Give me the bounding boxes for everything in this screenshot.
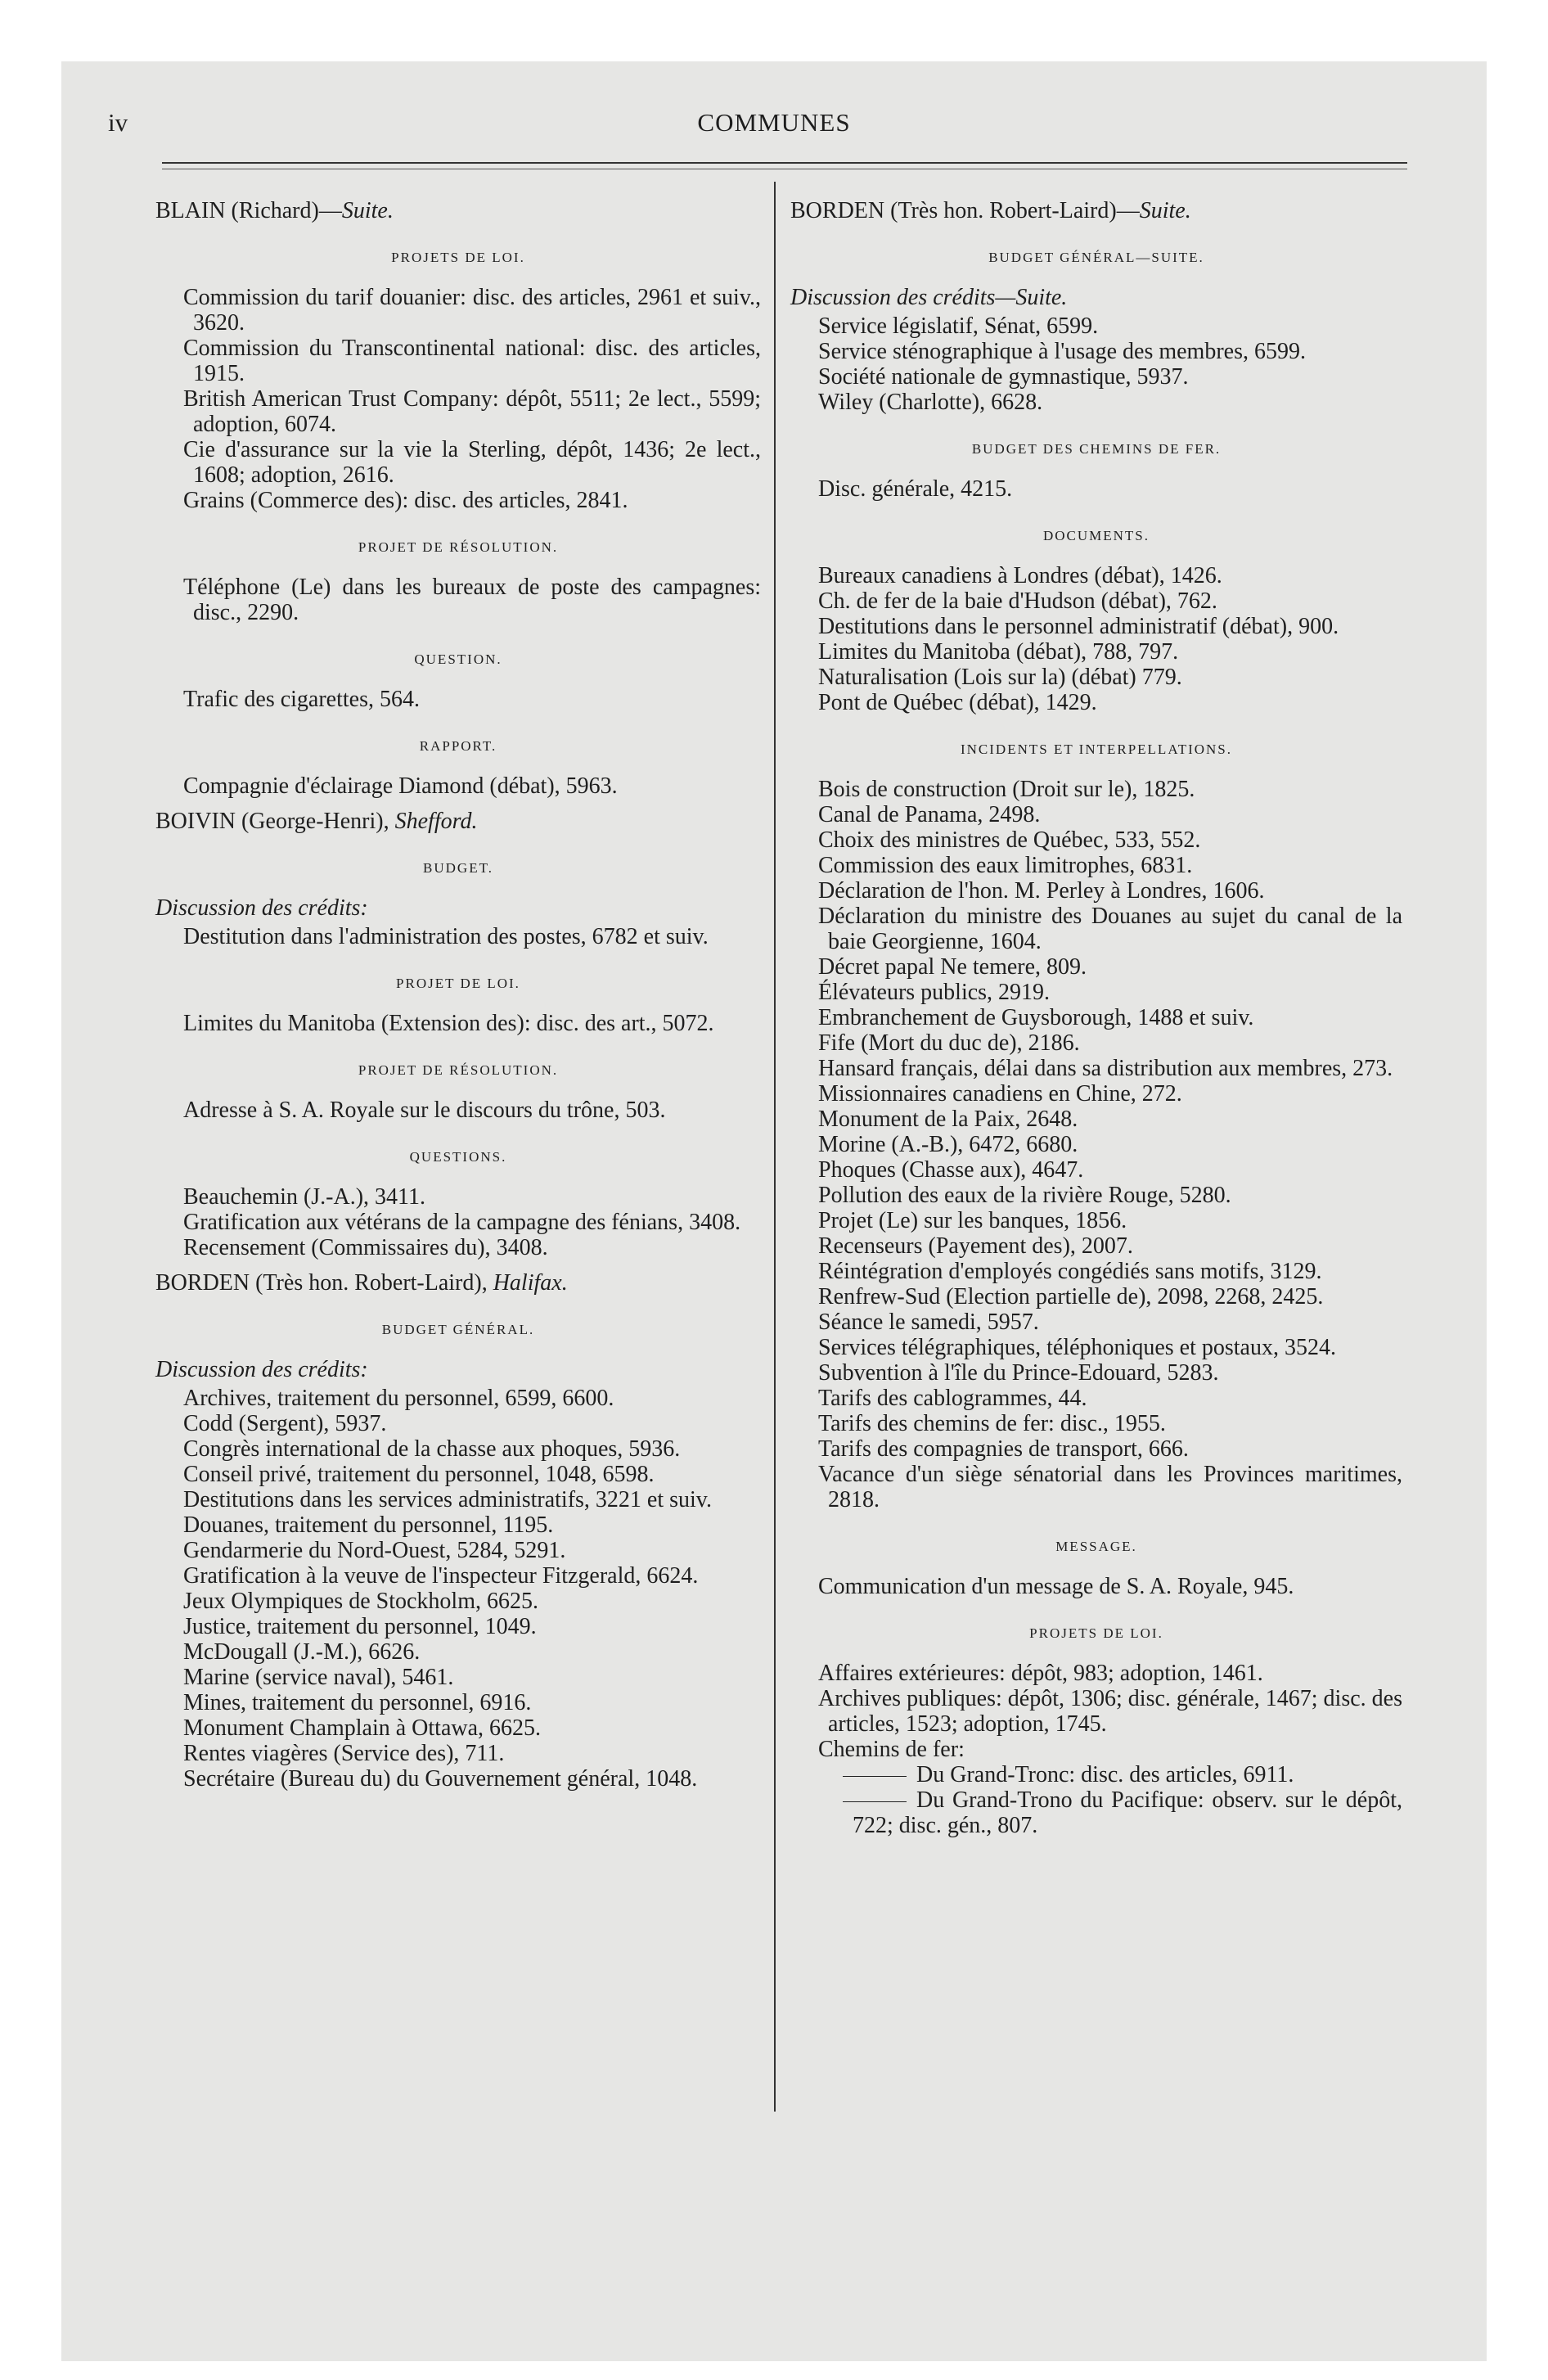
index-entry: Élévateurs publics, 2919. [818,980,1051,1005]
left-column [155,188,761,1792]
index-entry: Recensement (Commissaires du), 3408. [183,1235,548,1260]
index-entry: Gendarmerie du Nord-Ouest, 5284, 5291. [183,1538,566,1563]
index-entry: Bois de construction (Droit sur le), 1825. [818,777,1195,802]
index-entry: Monument de la Paix, 2648. [818,1107,1078,1132]
right-column [790,188,1402,1838]
index-entry: Affaires extérieures: dépôt, 983; adoption, 1461. [818,1661,1263,1686]
index-entry: Renfrew-Sud (Election partielle de), 2098, 2268, 2425. [818,1284,1324,1309]
index-entry: Séance le samedi, 5957. [818,1309,1039,1335]
section-subheading: BUDGET DES CHEMINS DE FER. [971,441,1222,457]
index-entry: Douanes, traitement du personnel, 1195. [183,1512,554,1538]
member-suffix: Suite. [1139,198,1191,223]
member-heading [155,198,761,223]
index-entry: Commission du Transcontinental national: disc. des articles, 1915. [183,336,761,386]
section-subheading: PROJETS DE LOI. [391,250,525,265]
index-entry: Destitutions dans les services administratifs, 3221 et suiv. [183,1487,712,1512]
index-entry: Tarifs des chemins de fer: disc., 1955. [818,1411,1166,1436]
index-entry: Canal de Panama, 2498. [818,802,1041,827]
discussion-heading: Discussion des crédits: [155,1357,368,1382]
index-entry: Wiley (Charlotte), 6628. [818,390,1043,415]
index-entry: McDougall (J.-M.), 6626. [183,1639,421,1665]
section-subheading: DOCUMENTS. [1042,528,1150,543]
section-subheading: RAPPORT. [419,738,497,754]
index-entry: Archives, traitement du personnel, 6599, 6600. [183,1386,614,1411]
discussion-heading: Discussion des crédits: [155,895,368,921]
index-entry: Morine (A.-B.), 6472, 6680. [818,1132,1078,1157]
section-subheading: BUDGET. [423,860,493,876]
section-subheading: PROJET DE LOI. [396,976,520,991]
index-entry: Commission du tarif douanier: disc. des articles, 2961 et suiv., 3620. [183,285,761,336]
index-entry: Disc. générale, 4215. [818,476,1013,502]
index-entry: Hansard français, délai dans sa distribution aux membres, 273. [818,1056,1393,1081]
index-entry: Grains (Commerce des): disc. des articles, 2841. [183,488,628,513]
index-entry: Téléphone (Le) dans les bureaux de poste des campagnes: disc., 2290. [183,575,761,625]
index-subentry [843,1787,1402,1838]
index-entry: Justice, traitement du personnel, 1049. [183,1614,537,1639]
index-entry: Déclaration de l'hon. M. Perley à Londres, 1606. [818,878,1265,904]
index-entry: Limites du Manitoba (débat), 788, 797. [818,639,1179,665]
index-entry: Mines, traitement du personnel, 6916. [183,1690,532,1715]
subentry-text: Du Grand-Tronc: disc. des articles, 6911. [916,1762,1294,1787]
index-entry: Pollution des eaux de la rivière Rouge, 5280. [818,1183,1231,1208]
section-subheading: QUESTIONS. [409,1149,507,1165]
index-entry: Chemins de fer: [818,1737,965,1762]
index-entry: Projet (Le) sur les banques, 1856. [818,1208,1127,1233]
section-subheading: QUESTION. [414,651,502,667]
index-entry: Déclaration du ministre des Douanes au sujet du canal de la baie Georgienne, 1604. [818,904,1402,954]
index-entry: Naturalisation (Lois sur la) (débat) 779. [818,665,1182,690]
index-entry: Limites du Manitoba (Extension des): disc. des art., 5072. [183,1011,714,1036]
index-entry: Cie d'assurance sur la vie la Sterling, dépôt, 1436; 2e lect., 1608; adoption, 2616. [183,437,761,488]
index-entry: Archives publiques: dépôt, 1306; disc. générale, 1467; disc. des articles, 1523; adoption, 1745. [818,1686,1402,1737]
index-entry: Service législatif, Sénat, 6599. [818,313,1099,339]
index-entry: Gratification aux vétérans de la campagne des fénians, 3408. [183,1210,741,1235]
index-entry: Commission des eaux limitrophes, 6831. [818,853,1193,878]
member-suffix: Suite. [341,198,394,223]
section-subheading: PROJETS DE LOI. [1029,1625,1163,1641]
index-entry: Pont de Québec (débat), 1429. [818,690,1097,715]
index-entry: Recenseurs (Payement des), 2007. [818,1233,1133,1259]
index-entry: Marine (service naval), 5461. [183,1665,454,1690]
section-subheading: BUDGET GÉNÉRAL. [381,1322,535,1337]
member-name: BOIVIN (George-Henri), [155,809,395,834]
index-entry: Embranchement de Guysborough, 1488 et suiv. [818,1005,1254,1030]
member-heading [155,809,761,834]
index-entry: Secrétaire (Bureau du) du Gouvernement général, 1048. [183,1766,698,1792]
index-entry: Beauchemin (J.-A.), 3411. [183,1184,425,1210]
member-name: BORDEN (Très hon. Robert-Laird), [155,1270,493,1296]
section-subheading: PROJET DE RÉSOLUTION. [358,539,559,555]
index-entry: Destitutions dans le personnel administratif (débat), 900. [818,614,1339,639]
section-subheading: INCIDENTS ET INTERPELLATIONS. [960,741,1233,757]
index-entry: Tarifs des cablogrammes, 44. [818,1386,1087,1411]
index-entry: Missionnaires canadiens en Chine, 272. [818,1081,1182,1107]
index-entry: Bureaux canadiens à Londres (débat), 1426. [818,563,1222,588]
index-entry: Service sténographique à l'usage des membres, 6599. [818,339,1306,364]
index-entry: Gratification à la veuve de l'inspecteur Fitzgerald, 6624. [183,1563,699,1589]
section-subheading: PROJET DE RÉSOLUTION. [358,1062,559,1078]
index-entry: Vacance d'un siège sénatorial dans les Provinces maritimes, 2818. [818,1462,1402,1512]
section-subheading: BUDGET GÉNÉRAL—SUITE. [988,250,1204,265]
member-heading [790,198,1402,223]
index-entry: Compagnie d'éclairage Diamond (débat), 5963. [183,773,618,799]
member-suffix: Shefford. [394,809,478,834]
index-entry: British American Trust Company: dépôt, 5511; 2e lect., 5599; adoption, 6074. [183,386,761,437]
index-subentry [843,1762,1402,1787]
index-entry: Société nationale de gymnastique, 5937. [818,364,1189,390]
index-entry: Codd (Sergent), 5937. [183,1411,387,1436]
index-entry: Jeux Olympiques de Stockholm, 6625. [183,1589,538,1614]
index-entry: Communication d'un message de S. A. Royale, 945. [818,1574,1294,1599]
member-name: BLAIN (Richard)— [155,198,342,223]
index-entry: Fife (Mort du duc de), 2186. [818,1030,1080,1056]
index-entry: Adresse à S. A. Royale sur le discours du trône, 503. [183,1098,666,1123]
index-entry: Choix des ministres de Québec, 533, 552. [818,827,1201,853]
header-rule [162,162,1407,164]
member-suffix: Halifax. [493,1270,568,1296]
subentry-text: Du Grand-Trono du Pacifique: observ. sur le dépôt, 722; disc. gén., 807. [853,1787,1402,1838]
index-entry: Rentes viagères (Service des), 711. [183,1741,505,1766]
page-folio: iv [108,108,128,137]
index-entry: Phoques (Chasse aux), 4647. [818,1157,1084,1183]
index-entry: Décret papal Ne temere, 809. [818,954,1087,980]
discussion-heading: Discussion des crédits—Suite. [790,285,1068,310]
member-name: BORDEN (Très hon. Robert-Laird)— [790,198,1140,223]
index-entry: Réintégration d'employés congédiés sans motifs, 3129. [818,1259,1322,1284]
index-entry: Services télégraphiques, téléphoniques et postaux, 3524. [818,1335,1336,1360]
running-head: COMMUNES [697,108,851,137]
index-entry: Trafic des cigarettes, 564. [183,687,420,712]
index-entry: Tarifs des compagnies de transport, 666. [818,1436,1189,1462]
column-divider [774,182,776,2112]
ditto-dash [843,1776,907,1777]
section-subheading: MESSAGE. [1055,1539,1137,1554]
ditto-dash [843,1801,907,1802]
index-entry: Ch. de fer de la baie d'Hudson (débat), 762. [818,588,1217,614]
index-entry: Destitution dans l'administration des postes, 6782 et suiv. [183,924,709,949]
member-heading [155,1270,761,1296]
index-entry: Conseil privé, traitement du personnel, 1048, 6598. [183,1462,655,1487]
index-entry: Congrès international de la chasse aux phoques, 5936. [183,1436,681,1462]
index-entry: Monument Champlain à Ottawa, 6625. [183,1715,542,1741]
index-entry: Subvention à l'île du Prince-Edouard, 5283. [818,1360,1219,1386]
